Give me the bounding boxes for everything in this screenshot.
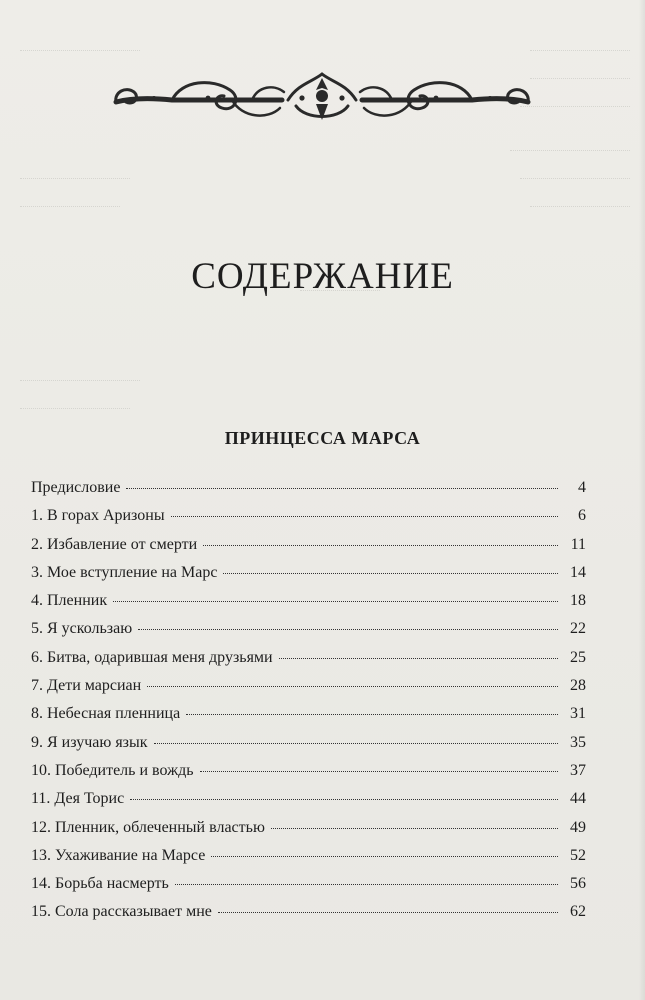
toc-entry-page: 6 <box>578 507 586 525</box>
toc-entry-title: 4. Пленник <box>31 592 108 610</box>
toc-entry[interactable] <box>31 536 586 564</box>
book-title: ПРИНЦЕССА МАРСА <box>224 428 421 448</box>
toc-entry-title: 2. Избавление от смерти <box>31 535 198 553</box>
toc-entry-title: 7. Дети марсиан <box>31 677 142 695</box>
dot-leader <box>130 799 558 800</box>
dot-leader <box>126 488 558 489</box>
toc-entry-title: 15. Сола рассказывает мне <box>31 903 212 921</box>
toc-entry-title: 3. Мое вступление на Марс <box>31 563 218 581</box>
toc-entry[interactable] <box>31 507 586 535</box>
dot-leader <box>175 884 558 885</box>
toc-entry-page: 14 <box>570 563 586 581</box>
toc-entry-page: 37 <box>570 761 586 779</box>
toc-entry-page: 4 <box>578 479 586 496</box>
toc-entry[interactable] <box>31 479 586 507</box>
toc-entry[interactable] <box>31 875 586 903</box>
dot-leader <box>200 771 558 772</box>
toc-entry-title: Предисловие <box>31 479 121 496</box>
toc-entry-title: 13. Ухаживание на Марсе <box>31 846 206 864</box>
toc-entry[interactable] <box>31 819 586 847</box>
dot-leader <box>113 601 558 602</box>
toc-entry-page: 44 <box>570 790 586 808</box>
toc-entry-title: 12. Пленник, облеченный властью <box>31 818 265 836</box>
dot-leader <box>171 516 558 517</box>
dot-leader <box>186 714 558 715</box>
dot-leader <box>271 828 558 829</box>
dot-leader <box>154 743 558 744</box>
ornament-divider <box>112 68 532 130</box>
dot-leader <box>138 629 558 630</box>
toc-entry[interactable] <box>31 847 586 875</box>
toc-entry-title: 6. Битва, одарившая меня друзьями <box>31 648 273 666</box>
toc-entry-title: 5. Я ускользаю <box>31 620 133 638</box>
toc-entry-title: 10. Победитель и вождь <box>31 761 194 779</box>
toc-entry-page: 28 <box>570 677 586 695</box>
table-of-contents <box>31 479 586 932</box>
toc-entry[interactable] <box>31 903 586 931</box>
toc-entry-page: 56 <box>570 875 586 893</box>
dot-leader <box>223 573 558 574</box>
toc-entry[interactable] <box>31 762 586 790</box>
dot-leader <box>279 658 558 659</box>
toc-entry-page: 22 <box>570 620 586 638</box>
toc-entry[interactable] <box>31 564 586 592</box>
toc-entry-page: 31 <box>570 705 586 723</box>
toc-entry-page: 25 <box>570 648 586 666</box>
toc-entry-page: 62 <box>570 903 586 921</box>
toc-entry[interactable] <box>31 705 586 733</box>
toc-entry-title: 8. Небесная пленница <box>31 705 181 723</box>
toc-entry-page: 11 <box>570 535 586 553</box>
toc-entry[interactable] <box>31 649 586 677</box>
page-edge-shadow <box>639 0 645 1000</box>
toc-entry-title: 9. Я изучаю язык <box>31 733 148 751</box>
dot-leader <box>203 545 558 546</box>
dot-leader <box>147 686 558 687</box>
toc-entry-page: 18 <box>570 592 586 610</box>
toc-entry-page: 49 <box>570 818 586 836</box>
page-title: СОДЕРЖАНИЕ <box>191 256 454 297</box>
toc-entry[interactable] <box>31 734 586 762</box>
toc-entry[interactable] <box>31 592 586 620</box>
dot-leader <box>218 912 558 913</box>
toc-entry-page: 52 <box>570 846 586 864</box>
toc-entry-title: 11. Дея Торис <box>31 790 125 808</box>
toc-entry[interactable] <box>31 620 586 648</box>
dot-leader <box>211 856 558 857</box>
toc-entry[interactable] <box>31 677 586 705</box>
toc-entry[interactable] <box>31 790 586 818</box>
toc-entry-page: 35 <box>570 733 586 751</box>
toc-entry-title: 14. Борьба насмерть <box>31 875 169 893</box>
toc-entry-title: 1. В горах Аризоны <box>31 507 165 525</box>
